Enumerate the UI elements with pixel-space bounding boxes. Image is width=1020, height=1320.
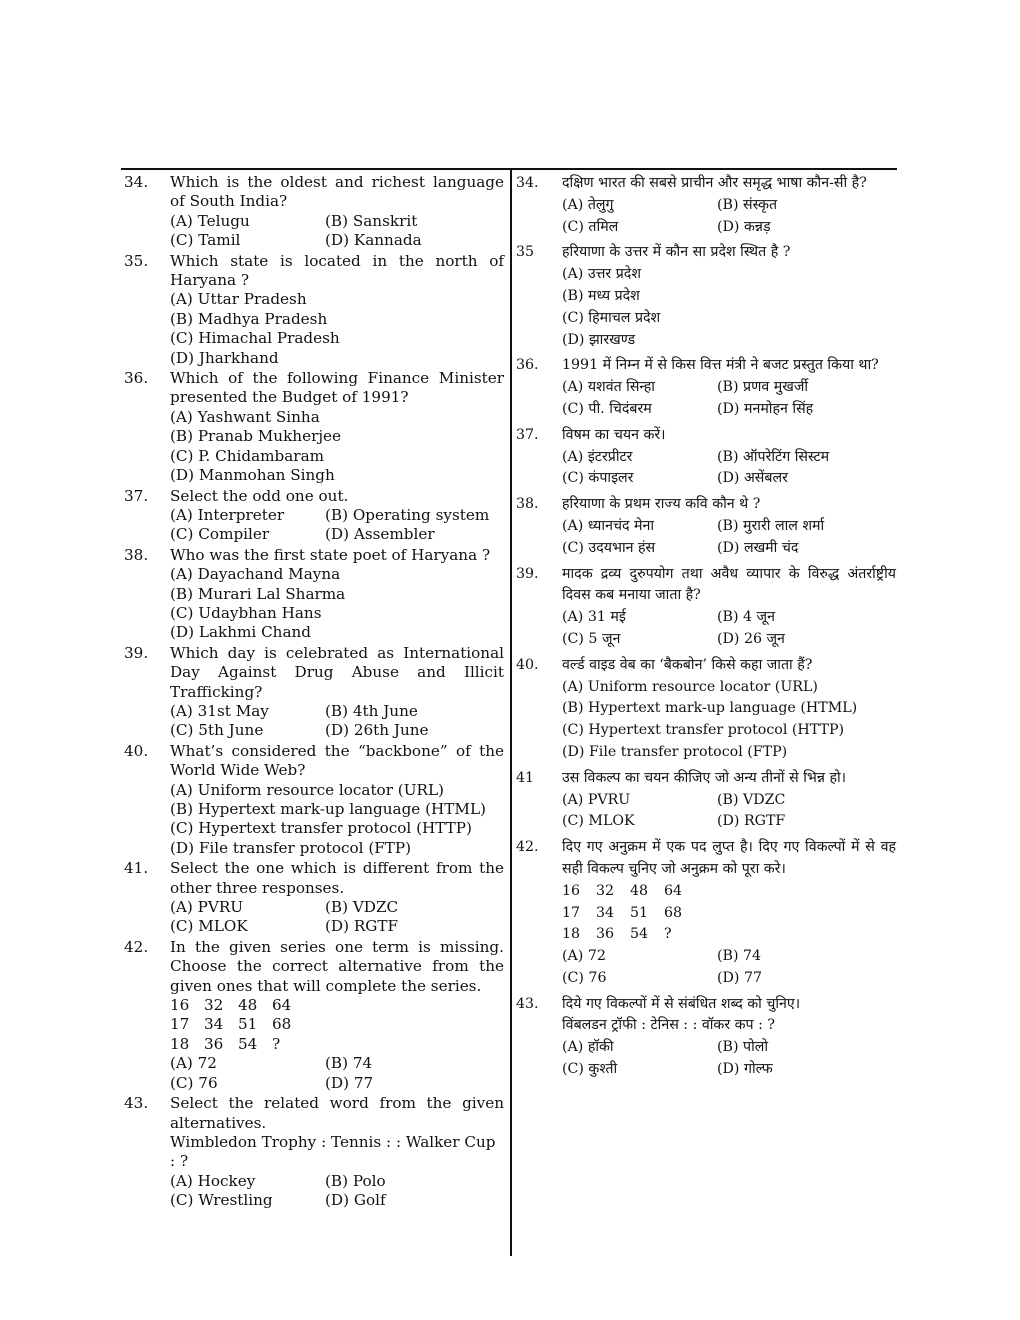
question-body [562,425,896,490]
option: (B) Hypertext mark-up language (HTML) [562,700,858,717]
question-item [516,494,896,559]
option: (C) उदयभान हंस [562,539,656,556]
question-item [516,994,896,1081]
option: (D) 77 [325,1073,374,1092]
option: (D) Jharkhand [170,348,279,367]
option: (A) Yashwant Sinha [170,407,320,426]
option: (C) Wrestling [170,1191,273,1210]
option: (A) Uniform resource locator (URL) [170,780,444,799]
option-row [170,506,504,525]
question-item [516,837,896,990]
question-analogy: Wimbledon Trophy : Tennis : : Walker Cup : ? [170,1132,496,1171]
option: (D) Assembler [325,525,435,544]
question-text: Select the related word from the given alternatives. [170,1094,504,1132]
question-number: 35 [516,244,535,261]
question-analogy: विंबलडन ट्रॉफी : टेनिस : : वॉकर कप : ? [562,1017,776,1034]
option-row [170,1054,504,1073]
option-row [562,447,896,469]
question-text: Select the one which is different from the other three responses. [170,859,504,897]
option-row [562,946,896,968]
series-row [170,996,504,1015]
option: (C) 76 [170,1073,218,1092]
option: (C) MLOK [562,813,635,830]
question-body [170,487,504,545]
option-row [562,468,896,490]
option: (A) यशवंत सिन्हा [562,379,655,396]
question-text: Who was the first state poet of Haryana ? [170,545,491,564]
question-item [124,487,504,545]
option: (C) MLOK [170,917,248,936]
question-item [124,859,504,937]
option-row [562,377,896,399]
option: (D) RGTF [717,813,786,830]
option: (C) Udaybhan Hans [170,603,322,622]
option-row [562,516,896,538]
option: (C) 76 [562,969,607,986]
question-body [170,742,504,858]
question-item [124,369,504,485]
option: (A) तेलुगु [562,196,614,213]
option: (A) ध्यानचंद मेना [562,517,655,534]
option: (B) Polo [325,1171,386,1190]
option-row [562,629,896,651]
question-body [170,369,504,485]
option: (D) मनमोहन सिंह [717,400,814,417]
option-row [170,1191,504,1210]
option: (B) VDZC [325,898,399,917]
option: (D) असेंबलर [717,470,788,487]
option: (D) RGTF [325,917,399,936]
question-text: Which is the oldest and richest language of South India? [170,173,504,211]
series-term: 17 [170,1015,190,1034]
question-text: हरियाणा के प्रथम राज्य कवि कौन थे ? [562,496,761,513]
question-number: 40. [124,741,149,760]
question-body [170,1094,504,1210]
option-row [562,607,896,629]
question-text: दक्षिण भारत की सबसे प्राचीन और समृद्ध भाषा कौन-सी है? [562,175,867,191]
question-number: 39. [124,643,149,662]
question-number: 37. [516,426,539,443]
question-text: 1991 में निम्न में से किस वित्त मंत्री ने बजट प्रस्तुत किया था? [562,357,879,374]
option-row [562,1059,896,1081]
question-item [124,1094,504,1210]
option: (B) Murari Lal Sharma [170,584,346,603]
question-text: वर्ल्ड वाइड वेब का ‘बैकबोन’ किसे कहा जाता हैं? [562,656,813,673]
question-number: 40. [516,656,539,673]
question-number: 43. [516,995,539,1012]
option: (C) Tamil [170,231,241,250]
question-item [516,768,896,833]
question-number: 42. [124,937,149,956]
question-number: 36. [516,357,539,374]
question-body [170,859,504,937]
question-body [170,252,504,368]
option: (A) 31 मई [562,609,626,626]
option: (B) संस्कृत [717,196,778,213]
question-body [562,564,896,651]
series-term: 51 [630,904,649,921]
option: (C) 5th June [170,721,264,740]
option: (D) Lakhmi Chand [170,623,312,642]
question-body [170,546,504,643]
question-number: 43. [124,1094,149,1113]
question-body [170,644,504,741]
series-term: 34 [596,904,615,921]
option: (C) Himachal Pradesh [170,329,340,348]
option: (B) पोलो [717,1039,769,1056]
option: (C) P. Chidambaram [170,446,325,465]
question-number: 36. [124,369,149,388]
question-text: उस विकल्प का चयन कीजिए जो अन्य तीनों से भिन्न हो। [562,769,847,786]
question-item [124,644,504,741]
option-row [562,968,896,990]
option: (D) File transfer protocol (FTP) [170,838,412,857]
option: (D) 77 [717,969,763,986]
series-row [562,903,896,925]
series-term: 48 [630,882,649,899]
option: (C) Compiler [170,525,270,544]
series-row [170,1015,504,1034]
option-row [170,917,504,936]
series-term: 16 [562,882,581,899]
question-item [124,252,504,368]
option: (A) 72 [170,1054,217,1073]
option: (B) Pranab Mukherjee [170,427,342,446]
option: (D) Golf [325,1191,386,1210]
option-row [562,399,896,421]
hindi-column [516,173,896,1085]
option: (B) Hypertext mark-up language (HTML) [170,800,486,818]
series-term: 64 [664,882,683,899]
series-term: 32 [204,996,224,1015]
option: (A) Uttar Pradesh [170,290,307,309]
option: (A) Dayachand Mayna [170,565,341,584]
option: (A) PVRU [170,898,244,917]
question-body [562,173,896,238]
question-body [562,768,896,833]
question-text: मादक द्रव्य दुरुपयोग तथा अवैध व्यापार के विरुद्ध अंतर्राष्ट्रीय दिवस कब मनाया जाता है? [562,565,896,604]
question-number: 34. [516,175,539,191]
option: (A) 72 [562,948,606,965]
option-row [170,525,504,544]
question-text: Select the odd one out. [170,486,349,505]
question-number: 41. [124,859,149,878]
option: (A) 31st May [170,701,269,720]
question-item [124,938,504,1093]
question-number: 34. [124,173,149,191]
question-text: In the given series one term is missing. Choose the correct alternative from the given ones that will complete the series. [170,937,504,995]
option-row [562,790,896,812]
series-term: 18 [562,926,581,943]
option: (B) 4 जून [717,609,775,626]
option: (A) हॉकी [562,1039,614,1056]
option: (A) Uniform resource locator (URL) [562,678,818,695]
option: (B) Sanskrit [325,211,418,230]
series-term: 16 [170,996,190,1015]
question-body [562,994,896,1081]
question-number: 35. [124,251,149,270]
question-number: 37. [124,486,149,505]
series-term: 68 [272,1015,292,1034]
option: (B) 74 [717,948,762,965]
question-body [562,655,896,764]
option: (D) झारखण्ड [562,331,636,348]
option-row [562,811,896,833]
option: (C) कंपाइलर [562,470,634,487]
option: (B) VDZC [717,791,786,808]
option: (D) कन्नड़ [717,218,771,235]
question-text: दिए गए अनुक्रम में एक पद लुप्त है। दिए गए विकल्पों में से वह सही विकल्प चुनिए जो अनुक्रम को पूरा करे। [562,839,896,877]
question-number: 38. [516,496,539,513]
question-item [516,564,896,651]
option: (D) लखमी चंद [717,539,799,556]
option: (B) 74 [325,1054,373,1073]
series-term: 54 [238,1034,258,1053]
option-row [562,1037,896,1059]
option: (C) 5 जून [562,630,621,647]
series-term: 51 [238,1015,258,1034]
question-number: 39. [516,565,539,582]
series-term: 68 [664,904,683,921]
option: (D) गोल्फ [717,1061,773,1078]
option: (B) मुरारी लाल शर्मा [717,517,825,534]
series-term: 64 [272,996,292,1015]
option: (A) उत्तर प्रदेश [562,266,641,283]
question-item [516,655,896,764]
option: (D) 26th June [325,721,429,740]
option-row [562,195,896,217]
series-term: 36 [596,926,615,943]
question-item [124,546,504,643]
option: (A) Telugu [170,211,250,230]
option: (D) File transfer protocol (FTP) [562,743,788,760]
option: (B) Operating system [325,505,490,524]
question-text: What’s considered the “backbone” of the World Wide Web? [170,741,504,780]
question-item [124,173,504,251]
question-text: दिये गए विकल्पों में से संबंधित शब्द को चुनिए। [562,995,801,1012]
series-term: 54 [630,926,649,943]
option-row [170,721,504,740]
series-term: 48 [238,996,258,1015]
question-text: हरियाणा के उत्तर में कौन सा प्रदेश स्थित है ? [562,244,791,261]
question-body [562,837,896,990]
option-row [170,898,504,917]
series-row [170,1035,504,1054]
english-column [124,173,504,1212]
question-text: Which day is celebrated as International Day Against Drug Abuse and Illicit Trafficking? [170,643,504,701]
option: (B) 4th June [325,701,418,720]
option: (C) Hypertext transfer protocol (HTTP) [170,819,472,838]
option: (A) Interpreter [170,505,285,524]
question-body [170,173,504,251]
question-text: Which state is located in the north of Haryana ? [170,251,504,290]
question-item [516,425,896,490]
option-row [170,212,504,231]
column-divider [510,169,512,1256]
option: (D) 26 जून [717,630,785,647]
question-body [562,494,896,559]
option: (B) प्रणव मुखर्जी [717,379,809,396]
option-row [562,217,896,239]
option: (C) तमिल [562,218,619,235]
option: (C) पी. चिदंबरम [562,400,652,417]
option: (A) PVRU [562,791,631,808]
option: (B) Madhya Pradesh [170,309,328,328]
question-item [516,355,896,420]
option-row [170,231,504,250]
option: (D) Kannada [325,231,422,250]
question-number: 41 [516,769,535,786]
question-number: 38. [124,545,149,564]
series-term: 36 [204,1034,224,1053]
series-term: ? [664,926,672,943]
question-item [124,742,504,858]
option: (A) Hockey [170,1171,256,1190]
option: (C) Hypertext transfer protocol (HTTP) [562,722,845,739]
question-body [170,938,504,1093]
option: (C) कुश्ती [562,1061,618,1078]
question-item [516,242,896,351]
series-term: 17 [562,904,581,921]
option: (B) ऑपरेटिंग सिस्टम [717,448,830,465]
series-term: 34 [204,1015,224,1034]
option: (A) इंटरप्रीटर [562,448,633,465]
question-body [562,355,896,420]
question-text: विषम का चयन करें। [562,426,666,443]
series-term: 32 [596,882,615,899]
top-rule [121,168,897,170]
option-row [170,1074,504,1093]
option-row [170,702,504,721]
option-row [562,538,896,560]
series-row [562,881,896,903]
option: (B) मध्य प्रदेश [562,287,640,304]
question-text: Which of the following Finance Minister presented the Budget of 1991? [170,369,504,407]
option-row [170,1172,504,1191]
option: (C) हिमाचल प्रदेश [562,309,661,326]
series-term: 18 [170,1034,190,1053]
question-item [516,173,896,238]
question-body [562,242,896,351]
series-term: ? [272,1034,281,1053]
option: (D) Manmohan Singh [170,466,335,485]
series-row [562,924,896,946]
question-number: 42. [516,839,539,856]
